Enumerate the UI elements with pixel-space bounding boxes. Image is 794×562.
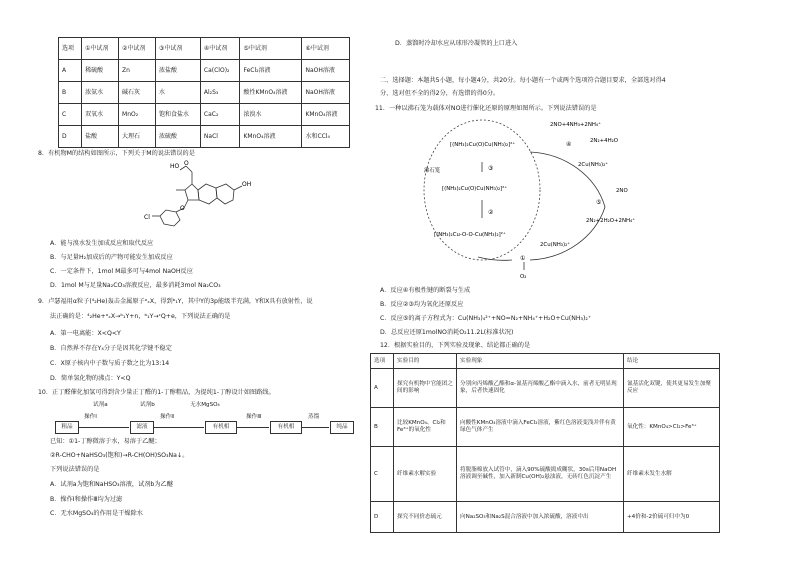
table-header-cell: ①中试剂 bbox=[82, 38, 119, 60]
table-cell: 浓氨水 bbox=[82, 82, 119, 104]
flow-op2: 操作Ⅱ bbox=[160, 414, 174, 420]
q10-option-c: C．无水MgSO₄的作用是干燥除水 bbox=[50, 510, 143, 517]
table-cell: 盐酸 bbox=[82, 126, 119, 148]
q10-known-2: ②R-CHO+NaHSO₃(饱和)→R-CH(OH)SO₃Na↓。 bbox=[50, 452, 189, 459]
table-header-cell: ④中试剂 bbox=[200, 38, 240, 60]
table-cell: 稀硫酸 bbox=[82, 60, 119, 82]
table-row bbox=[371, 369, 720, 408]
table-row bbox=[59, 82, 350, 104]
table-header-cell: 选项 bbox=[371, 354, 394, 369]
table-cell: KMnO₄溶液 bbox=[302, 104, 350, 126]
table-cell: 向酸性KMnO₄溶液中滴入FeCl₂溶液，紫红色溶液变浅并伴有黄绿色气体产生 bbox=[457, 408, 624, 447]
table-cell: 分别向丙烯酸乙酯和α-氰基丙烯酸乙酯中滴入水，前者无明显现象，后者快速固化 bbox=[457, 369, 624, 408]
table-cell: D bbox=[371, 502, 394, 533]
no-right: 2NO bbox=[616, 188, 628, 194]
flow-arrow bbox=[236, 427, 269, 428]
table-cell: NaOH溶液 bbox=[302, 82, 350, 104]
struct-label-ho: HO bbox=[170, 163, 180, 170]
table-header-row bbox=[59, 38, 350, 60]
table-cell: FeCl₂溶液 bbox=[240, 60, 302, 82]
flow-box-pure: 纯品 bbox=[330, 421, 354, 434]
section2-heading-line2: 分，选对但不全的得2分，有选错的得0分。 bbox=[380, 90, 500, 97]
step-2: ② bbox=[488, 209, 494, 216]
table-cell: B bbox=[59, 82, 82, 104]
step-5: ⑤ bbox=[596, 199, 602, 206]
q10-known-1: 已知：①1-丁醇微溶于水，易溶于乙醚； bbox=[50, 438, 161, 445]
table-cell: 纤维素水解实验 bbox=[394, 447, 457, 502]
table-header-cell: ⑤中试剂 bbox=[240, 38, 302, 60]
table-cell: 氧化性：KMnO₄>Cl₂>Fe³⁺ bbox=[624, 408, 720, 447]
flow-box-filtrate: 滤液 bbox=[130, 421, 154, 434]
q10-option-a: A．试剂a为饱和NaHSO₃溶液，试剂b为乙醚 bbox=[50, 481, 173, 488]
cycle-arc bbox=[478, 257, 512, 260]
flow-arrow bbox=[301, 427, 329, 428]
table-cell: 探究有机物中官能团之间的影响 bbox=[394, 369, 457, 408]
table-cell: A bbox=[371, 369, 394, 408]
table-cell: Ca(ClO)₂ bbox=[200, 60, 240, 82]
step-1: ① bbox=[520, 255, 526, 262]
table-cell: A bbox=[59, 60, 82, 82]
q9-option-a: A．第一电离能：X<Q<Y bbox=[50, 330, 121, 337]
table-cell: 双氧水 bbox=[82, 104, 119, 126]
table-header-cell: ②中试剂 bbox=[119, 38, 156, 60]
table-cell: 碱石灰 bbox=[119, 82, 156, 104]
table-cell: 大理石 bbox=[119, 126, 156, 148]
q8-option-d: D．1mol M与足量Na₂CO₃溶液反应，最多消耗3mol Na₂CO₃ bbox=[50, 282, 221, 289]
table-header-cell: 结论 bbox=[624, 354, 720, 369]
q9-option-c: C．X原子核内中子数与质子数之比为13:14 bbox=[50, 360, 170, 367]
table-cell: KMnO₄溶液 bbox=[240, 126, 302, 148]
flow-mgso4: 无水MgSO₄ bbox=[190, 402, 220, 408]
table-row bbox=[59, 60, 350, 82]
table-header-cell: ⑥中试剂 bbox=[302, 38, 350, 60]
q11-stem: 11．一种以沸石笼为载体对NO进行催化还原的原理如图所示。下列说法错误的是 bbox=[375, 105, 597, 112]
q11-option-d: D．总反应还原1molNO消耗O₂11.2L(标准状况) bbox=[380, 329, 514, 336]
species-1: [(NH₃)₂Cu⟨O⟩Cu(NH₃)₂]²⁺ bbox=[450, 142, 516, 148]
table-cell: 饱和食盐水 bbox=[155, 104, 200, 126]
table-cell: 将脱脂棉放入试管中，滴入90%硫酸捣成糊状，30s后用NaOH溶液调至碱性，加入新制Cu(OH)₂悬浊液，无砖红色沉淀产生 bbox=[457, 447, 624, 502]
q8-structure-diagram bbox=[140, 160, 260, 230]
reagent-table bbox=[58, 37, 350, 148]
table-cell: D bbox=[59, 126, 82, 148]
flow-box-crude: 粗品 bbox=[55, 421, 79, 434]
q10-stem: 10．正丁醛催化加氢可得到含少量正丁醛的1-丁醇粗品，为提纯1-丁醇设计如图路线。 bbox=[38, 389, 275, 396]
q8-option-b: B．与足量H₂加成后的产物可能发生加成反应 bbox=[50, 254, 173, 261]
q10-option-d: D．蒸馏时冷却水应从球形冷凝管的上口进入 bbox=[395, 40, 518, 47]
table-cell: C bbox=[371, 447, 394, 502]
cu-ammine-bottom: 2Cu(NH₃)₂⁺ bbox=[540, 242, 571, 248]
table-row bbox=[59, 104, 350, 126]
table-header-cell: 实验目的 bbox=[394, 354, 457, 369]
struct-label-oh: OH bbox=[242, 181, 252, 188]
experiment-table bbox=[370, 353, 720, 533]
table-row bbox=[59, 126, 350, 148]
step-4: ④ bbox=[566, 141, 572, 148]
q12-stem: 12．根据实验目的，下列实验及现象、结论都正确的是 bbox=[380, 342, 531, 349]
table-cell: CaC₂ bbox=[200, 104, 240, 126]
table-header-row bbox=[371, 354, 720, 369]
table-row bbox=[371, 408, 720, 447]
table-cell: B bbox=[371, 408, 394, 447]
q9-stem: 9．卢瑟福用α粒子(⁴₂He)轰击金属原子ᵃₓX，得到ᵇ₁Y，其中Y的3p能级半充满，Y和X具有放射性，说 bbox=[38, 298, 313, 305]
flow-box-organic2: 有机相 bbox=[270, 421, 302, 434]
q9-option-d: D．简单氢化物的沸点：Y<Q bbox=[50, 375, 131, 382]
flow-op3: 操作Ⅲ bbox=[246, 414, 262, 420]
o2-label: O₂ bbox=[520, 274, 527, 280]
struct-label-o2: O bbox=[180, 205, 185, 212]
table-cell: +4价和-2价硫可归中为0 bbox=[624, 502, 720, 533]
q8-option-a: A．能与溴水发生加成反应和取代反应 bbox=[50, 240, 154, 247]
cage-label: 沸石笼 bbox=[424, 168, 441, 174]
table-cell: MnO₂ bbox=[119, 104, 156, 126]
q9-option-b: B．自然界不存在Y₄分子是因其化学键不稳定 bbox=[50, 345, 172, 352]
table-cell: 纤维素未发生水解 bbox=[624, 447, 720, 502]
table-cell: 水和CCl₄ bbox=[302, 126, 350, 148]
table-row bbox=[371, 502, 720, 533]
table-cell: 浓溴水 bbox=[240, 104, 302, 126]
table-cell: Zn bbox=[119, 60, 156, 82]
section2-heading-line1: 二、选择题：本题共5小题，每小题4分，共20分。每小题有一个或两个选项符合题目要求，全部选对得4 bbox=[380, 77, 666, 84]
q11-option-a: A．反应④有极性键的断裂与生成 bbox=[380, 287, 471, 294]
products-top: 2N₂+4H₂O bbox=[590, 138, 619, 144]
q11-option-b: B．反应②③均为氧化还原反应 bbox=[380, 301, 464, 308]
q11-catalysis-diagram bbox=[420, 112, 660, 284]
table-cell: Al₂S₃ bbox=[200, 82, 240, 104]
table-cell: 酸性KMnO₄溶液 bbox=[240, 82, 302, 104]
table-cell: 向Na₂SO₃和Na₂S混合溶液中加入浓硫酸，溶液中出 bbox=[457, 502, 624, 533]
flow-arrow bbox=[78, 427, 129, 428]
q10-ask: 下列说法错误的是 bbox=[50, 466, 100, 473]
struct-label-o1: O bbox=[184, 160, 189, 167]
table-cell: 浓硫酸 bbox=[155, 126, 200, 148]
q10-option-b: B．操作Ⅰ和操作Ⅲ均为过滤 bbox=[50, 496, 123, 503]
flow-arrow bbox=[153, 427, 204, 428]
q8-stem: 8．有机物M的结构如图所示，下列关于M的说法错误的是 bbox=[38, 150, 195, 157]
flow-reagent-b: 试剂b bbox=[140, 402, 155, 408]
species-2: [(NH₃)₂Cu⟨O⟩Cu(NH₃)₂]²⁺ bbox=[442, 186, 508, 192]
table-cell: 探究不同价态硫元 bbox=[394, 502, 457, 533]
table-cell: 水 bbox=[155, 82, 200, 104]
species-3: [(NH₃)₂Cu-O-O-Cu(NH₃)₂]²⁺ bbox=[434, 232, 506, 238]
flow-reagent-a: 试剂a bbox=[93, 402, 108, 408]
table-cell: C bbox=[59, 104, 82, 126]
q8-option-c: C．一定条件下，1mol M最多可与4mol NaOH反应 bbox=[50, 268, 193, 275]
step-3: ③ bbox=[488, 165, 494, 172]
q9-stem-line2: 法正确的是：⁴₂He+ᵃₓX→ᵇ₁Y+n，ᵇ₁Y→ᶜQ+e，下列说法正确的是 bbox=[50, 313, 231, 320]
table-cell: 氰基活化双键，使其更易发生加聚反应 bbox=[624, 369, 720, 408]
table-header-cell: 选项 bbox=[59, 38, 82, 60]
table-row bbox=[371, 447, 720, 502]
table-cell: 浓盐酸 bbox=[155, 60, 200, 82]
cu-ammine-right: 2Cu(NH₃)₂⁺ bbox=[578, 162, 609, 168]
struct-label-cl: Cl bbox=[144, 214, 150, 221]
flow-distill: 蒸馏 bbox=[308, 414, 320, 420]
table-header-cell: ③中试剂 bbox=[155, 38, 200, 60]
table-cell: NaOH溶液 bbox=[302, 60, 350, 82]
flow-box-organic1: 有机相 bbox=[205, 421, 237, 434]
products-right: 2N₂+2H₂O+2NH₄⁺ bbox=[586, 218, 636, 224]
table-header-cell: 实验现象 bbox=[457, 354, 624, 369]
table-cell: 比较KMnO₄、Cl₂和Fe³⁺的氧化性 bbox=[394, 408, 457, 447]
table-cell: NaCl bbox=[200, 126, 240, 148]
flow-op1: 操作Ⅰ bbox=[84, 414, 97, 420]
reactants-top: 2NO+4NH₃+2NH₄⁺ bbox=[550, 122, 601, 128]
q11-option-c: C．反应⑤的离子方程式为：Cu(NH₃)₄²⁺+NO=N₂+NH₄⁺+H₂O+Cu(NH₃)₂⁺ bbox=[380, 315, 592, 322]
